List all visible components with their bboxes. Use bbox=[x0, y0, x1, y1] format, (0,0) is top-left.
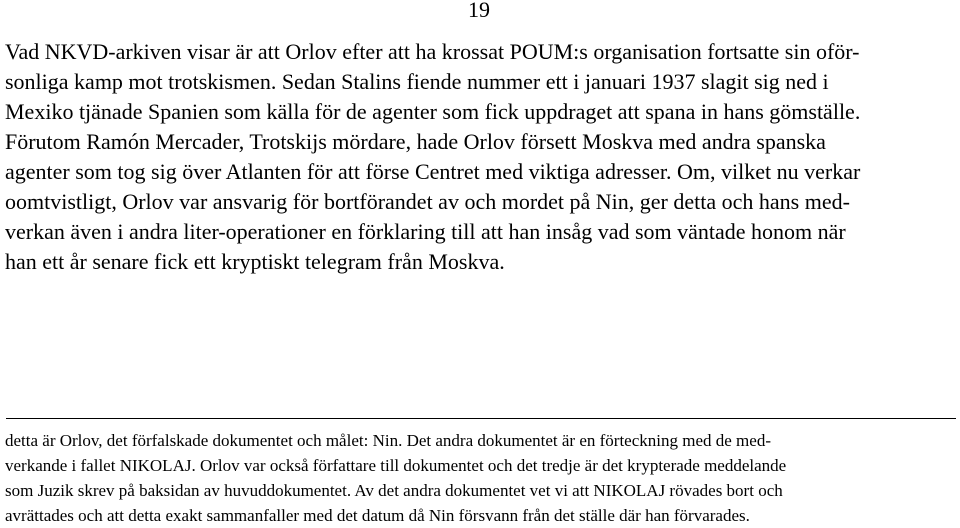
body-line: sonliga kamp mot trotskismen. Sedan Stalins fiende nummer ett i januari 1937 slagit sig ned i bbox=[5, 69, 829, 94]
footnote-line: verkande i fallet NIKOLAJ. Orlov var också författare till dokumentet och det tredje är det krypterade meddelande bbox=[5, 456, 787, 475]
body-line: Mexiko tjänade Spanien som källa för de agenter som fick uppdraget att spana in hans gömställe. bbox=[5, 99, 861, 124]
body-line: Vad NKVD-arkiven visar är att Orlov efter att ha krossat POUM:s organisation fortsatte sin oför- bbox=[5, 39, 860, 64]
body-line: han ett år senare fick ett kryptiskt telegram från Moskva. bbox=[5, 249, 505, 274]
footnote-line: detta är Orlov, det förfalskade dokumentet och målet: Nin. Det andra dokumentet är en förteckning med de med- bbox=[5, 431, 771, 450]
body-line: verkan även i andra liter-operationer en förklaring till att han insåg vad som väntade honom när bbox=[5, 219, 846, 244]
footnote-line: avrättades och att detta exakt sammanfaller med det datum då Nin försvann från det ställe där han förvarades. bbox=[5, 506, 750, 525]
body-line: oomtvistligt, Orlov var ansvarig för bortförandet av och mordet på Nin, ger detta och hans med- bbox=[5, 189, 850, 214]
footnote-line: som Juzik skrev på baksidan av huvuddokumentet. Av det andra dokumentet vet vi att NIKOLAJ rövades bort och bbox=[5, 481, 783, 500]
page-number: 19 bbox=[468, 0, 490, 22]
body-line: agenter som tog sig över Atlanten för att förse Centret med viktiga adresser. Om, vilket nu verkar bbox=[5, 159, 861, 184]
body-paragraph bbox=[5, 37, 955, 277]
footnote-separator bbox=[6, 418, 956, 419]
body-line: Förutom Ramón Mercader, Trotskijs mördare, hade Orlov försett Moskva med andra spanska bbox=[5, 129, 826, 154]
footnote-paragraph bbox=[5, 428, 955, 528]
